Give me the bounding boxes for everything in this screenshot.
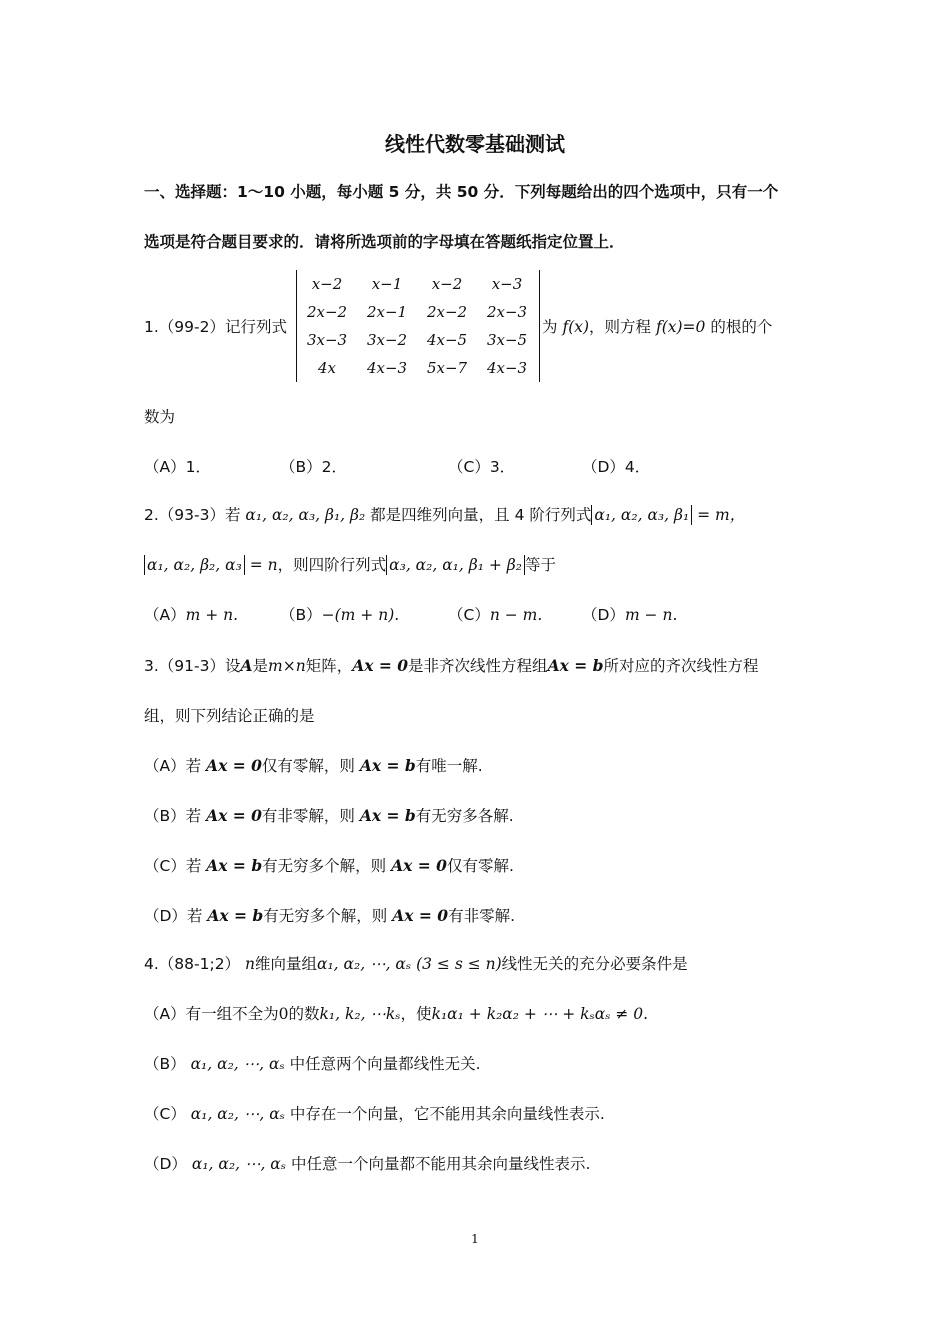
q4-condition: (3 ≤ s ≤ n) [416,955,502,973]
q2-option-a-label: （A） [144,606,186,624]
q2-prefix: 2.（93-3）若 [144,506,241,524]
section-heading-line1: 一、选择题：1～10 小题，每小题 5 分，共 50 分．下列每题给出的四个选项中，只有一个 [144,183,779,201]
q3-text-1: 是 [252,657,269,675]
q3-mn: m×n [268,657,306,675]
q3-option-text: 有非零解，则 [261,807,355,825]
q1-cell: 2x−2 [426,303,468,321]
q1-text-equation: ，则方程 [589,318,652,336]
q3-text-2: 矩阵， [305,657,353,675]
q1-cell: x−1 [371,275,403,293]
q3-eq0: Ax = 0 [352,656,409,675]
q4-option-text: ，使 [400,1005,432,1023]
q1-cell: 2x−3 [486,303,528,321]
q4-option-a [144,1002,648,1024]
q3-option-text: 有唯一解. [415,757,483,775]
q3-line2: 组，则下列结论正确的是 [144,707,315,725]
q3-option-math: Ax = b [359,756,416,775]
q3-option-math: Ax = b [207,906,264,925]
q4-option-text: 中任意两个向量都线性无关. [289,1055,481,1073]
q3-option-d [144,904,515,926]
q2-option-b-math: −(m + n). [321,606,400,624]
q2-option-c-math: n − m. [489,606,543,624]
q1-text-wei: 为 [542,318,558,336]
q2-option-b-label: （B） [280,606,322,624]
q2-option-d-label: （D） [582,606,625,624]
q1-cell: 3x−2 [366,331,408,349]
q4-line1 [144,952,688,974]
q4-text-2: 线性无关的充分必要条件是 [501,955,688,973]
q3-option-b [144,804,514,826]
q4-option-d [144,1152,590,1174]
q3-option-math: Ax = 0 [206,806,262,825]
q3-option-math: Ax = b [206,856,263,875]
q2-option-d [582,603,677,625]
q3-option-text: 有非零解. [448,907,515,925]
q1-cell: 5x−7 [426,359,468,377]
q1-cell: x−2 [311,275,343,293]
q2-text-mid2: ，则四阶行列式 [277,556,387,574]
q1-cell: 4x [317,359,336,377]
q1-line1-tail [542,315,772,337]
q3-option-c [144,854,514,876]
q2-eq-m: = m， [697,506,746,524]
q4-option-math: α₁, α₂, ⋯, αₛ [190,1105,285,1123]
q2-option-c [448,603,542,625]
q2-det2: α₁, α₂, β₂, α₃ [144,555,245,575]
q3-text-4: 所对应的齐次线性方程 [603,657,759,675]
q2-det3: α₃, α₂, α₁, β₁ + β₂ [386,555,525,575]
q3-option-text: 仅有零解. [446,857,514,875]
q1-line2: 数为 [144,408,176,426]
q3-line1 [144,654,758,676]
q3-option-label: （D）若 [144,907,203,925]
q1-option-a: （A）1． [144,458,211,476]
q1-option-d: （D）4． [582,458,651,476]
q4-option-math: α₁, α₂, ⋯, αₛ [190,1055,285,1073]
q3-option-label: （A）若 [144,757,202,775]
q1-text-roots: 的根的个 [710,318,773,336]
q2-eq-n: = n [249,556,278,574]
q3-option-math: Ax = 0 [392,906,449,925]
q4-option-math: k₁, k₂, ⋯kₛ [319,1005,401,1023]
q1-cell: 4x−3 [366,359,408,377]
q4-prefix: 4.（88-1;2） [144,955,241,973]
q3-eqb: Ax = b [547,656,604,675]
q4-option-math: k₁α₁ + k₂α₂ + ⋯ + kₛαₛ ≠ 0. [431,1005,649,1023]
q4-option-text: 中任意一个向量都不能用其余向量线性表示. [290,1155,591,1173]
q2-det1: α₁, α₂, α₃, β₁ [591,505,692,525]
q1-option-b: （B）2． [280,458,347,476]
q4-option-math: 0 [278,1005,289,1023]
q2-line2 [144,553,556,575]
q4-vectors: α₁, α₂, ⋯, αₛ [317,955,412,973]
q1-fx: f(x) [562,318,590,336]
q3-option-math: Ax = 0 [391,856,447,875]
q3-option-math: Ax = 0 [206,756,262,775]
q3-text-3: 是非齐次线性方程组 [408,657,548,675]
q4-n: n [245,955,255,973]
q4-option-label: （C） [144,1105,186,1123]
q3-matrix-a: A [240,656,253,675]
q3-prefix: 3.（91-3）设 [144,657,241,675]
q2-option-b [280,603,399,625]
q3-option-text: 仅有零解，则 [261,757,355,775]
q1-cell: 3x−3 [306,331,348,349]
q3-option-label: （B）若 [144,807,202,825]
page-number: 1 [471,1232,479,1246]
q1-cell: 2x−1 [366,303,408,321]
q3-option-label: （C）若 [144,857,202,875]
q3-option-text: 有无穷多个解，则 [263,907,388,925]
q2-option-a [144,603,238,625]
q4-option-label: （B） [144,1055,186,1073]
q2-option-d-math: m − n. [624,606,678,624]
q1-prefix: 1.（99-2）记行列式 [144,318,287,336]
q1-equation: f(x)=0 [655,318,706,336]
q3-option-text: 有无穷多各解. [415,807,514,825]
q4-option-label: （A）有一组不全为 [144,1005,279,1023]
q1-cell: x−2 [431,275,463,293]
q2-option-a-math: m + n. [185,606,239,624]
q2-text-end: 等于 [524,556,556,574]
q2-line1 [144,503,745,525]
q1-determinant [296,270,540,382]
q3-option-text: 有无穷多个解，则 [262,857,387,875]
q3-option-math: Ax = b [359,806,416,825]
q1-cell: 2x−2 [306,303,348,321]
q2-text-mid: 都是四维列向量，且 4 阶行列式 [370,506,592,524]
q1-option-c: （C）3． [448,458,516,476]
q1-cell: 4x−3 [486,359,528,377]
q4-option-text: 中存在一个向量，它不能用其余向量线性表示. [289,1105,605,1123]
q4-option-text: 的数 [288,1005,320,1023]
q3-option-a [144,754,483,776]
q4-text-1: 维向量组 [254,955,317,973]
q1-cell: x−3 [491,275,523,293]
q4-option-b [144,1052,481,1074]
q4-option-c [144,1102,605,1124]
q2-vectors: α₁, α₂, α₃, β₁, β₂ [245,506,366,524]
q4-option-label: （D） [144,1155,187,1173]
section-heading-line2: 选项是符合题目要求的．请将所选项前的字母填在答题纸指定位置上． [144,233,625,251]
page-title: 线性代数零基础测试 [385,132,565,156]
q1-line1 [144,315,287,337]
q1-cell: 4x−5 [426,331,468,349]
q1-cell: 3x−5 [486,331,528,349]
q4-option-math: α₁, α₂, ⋯, αₛ [191,1155,286,1173]
q2-option-c-label: （C） [448,606,490,624]
